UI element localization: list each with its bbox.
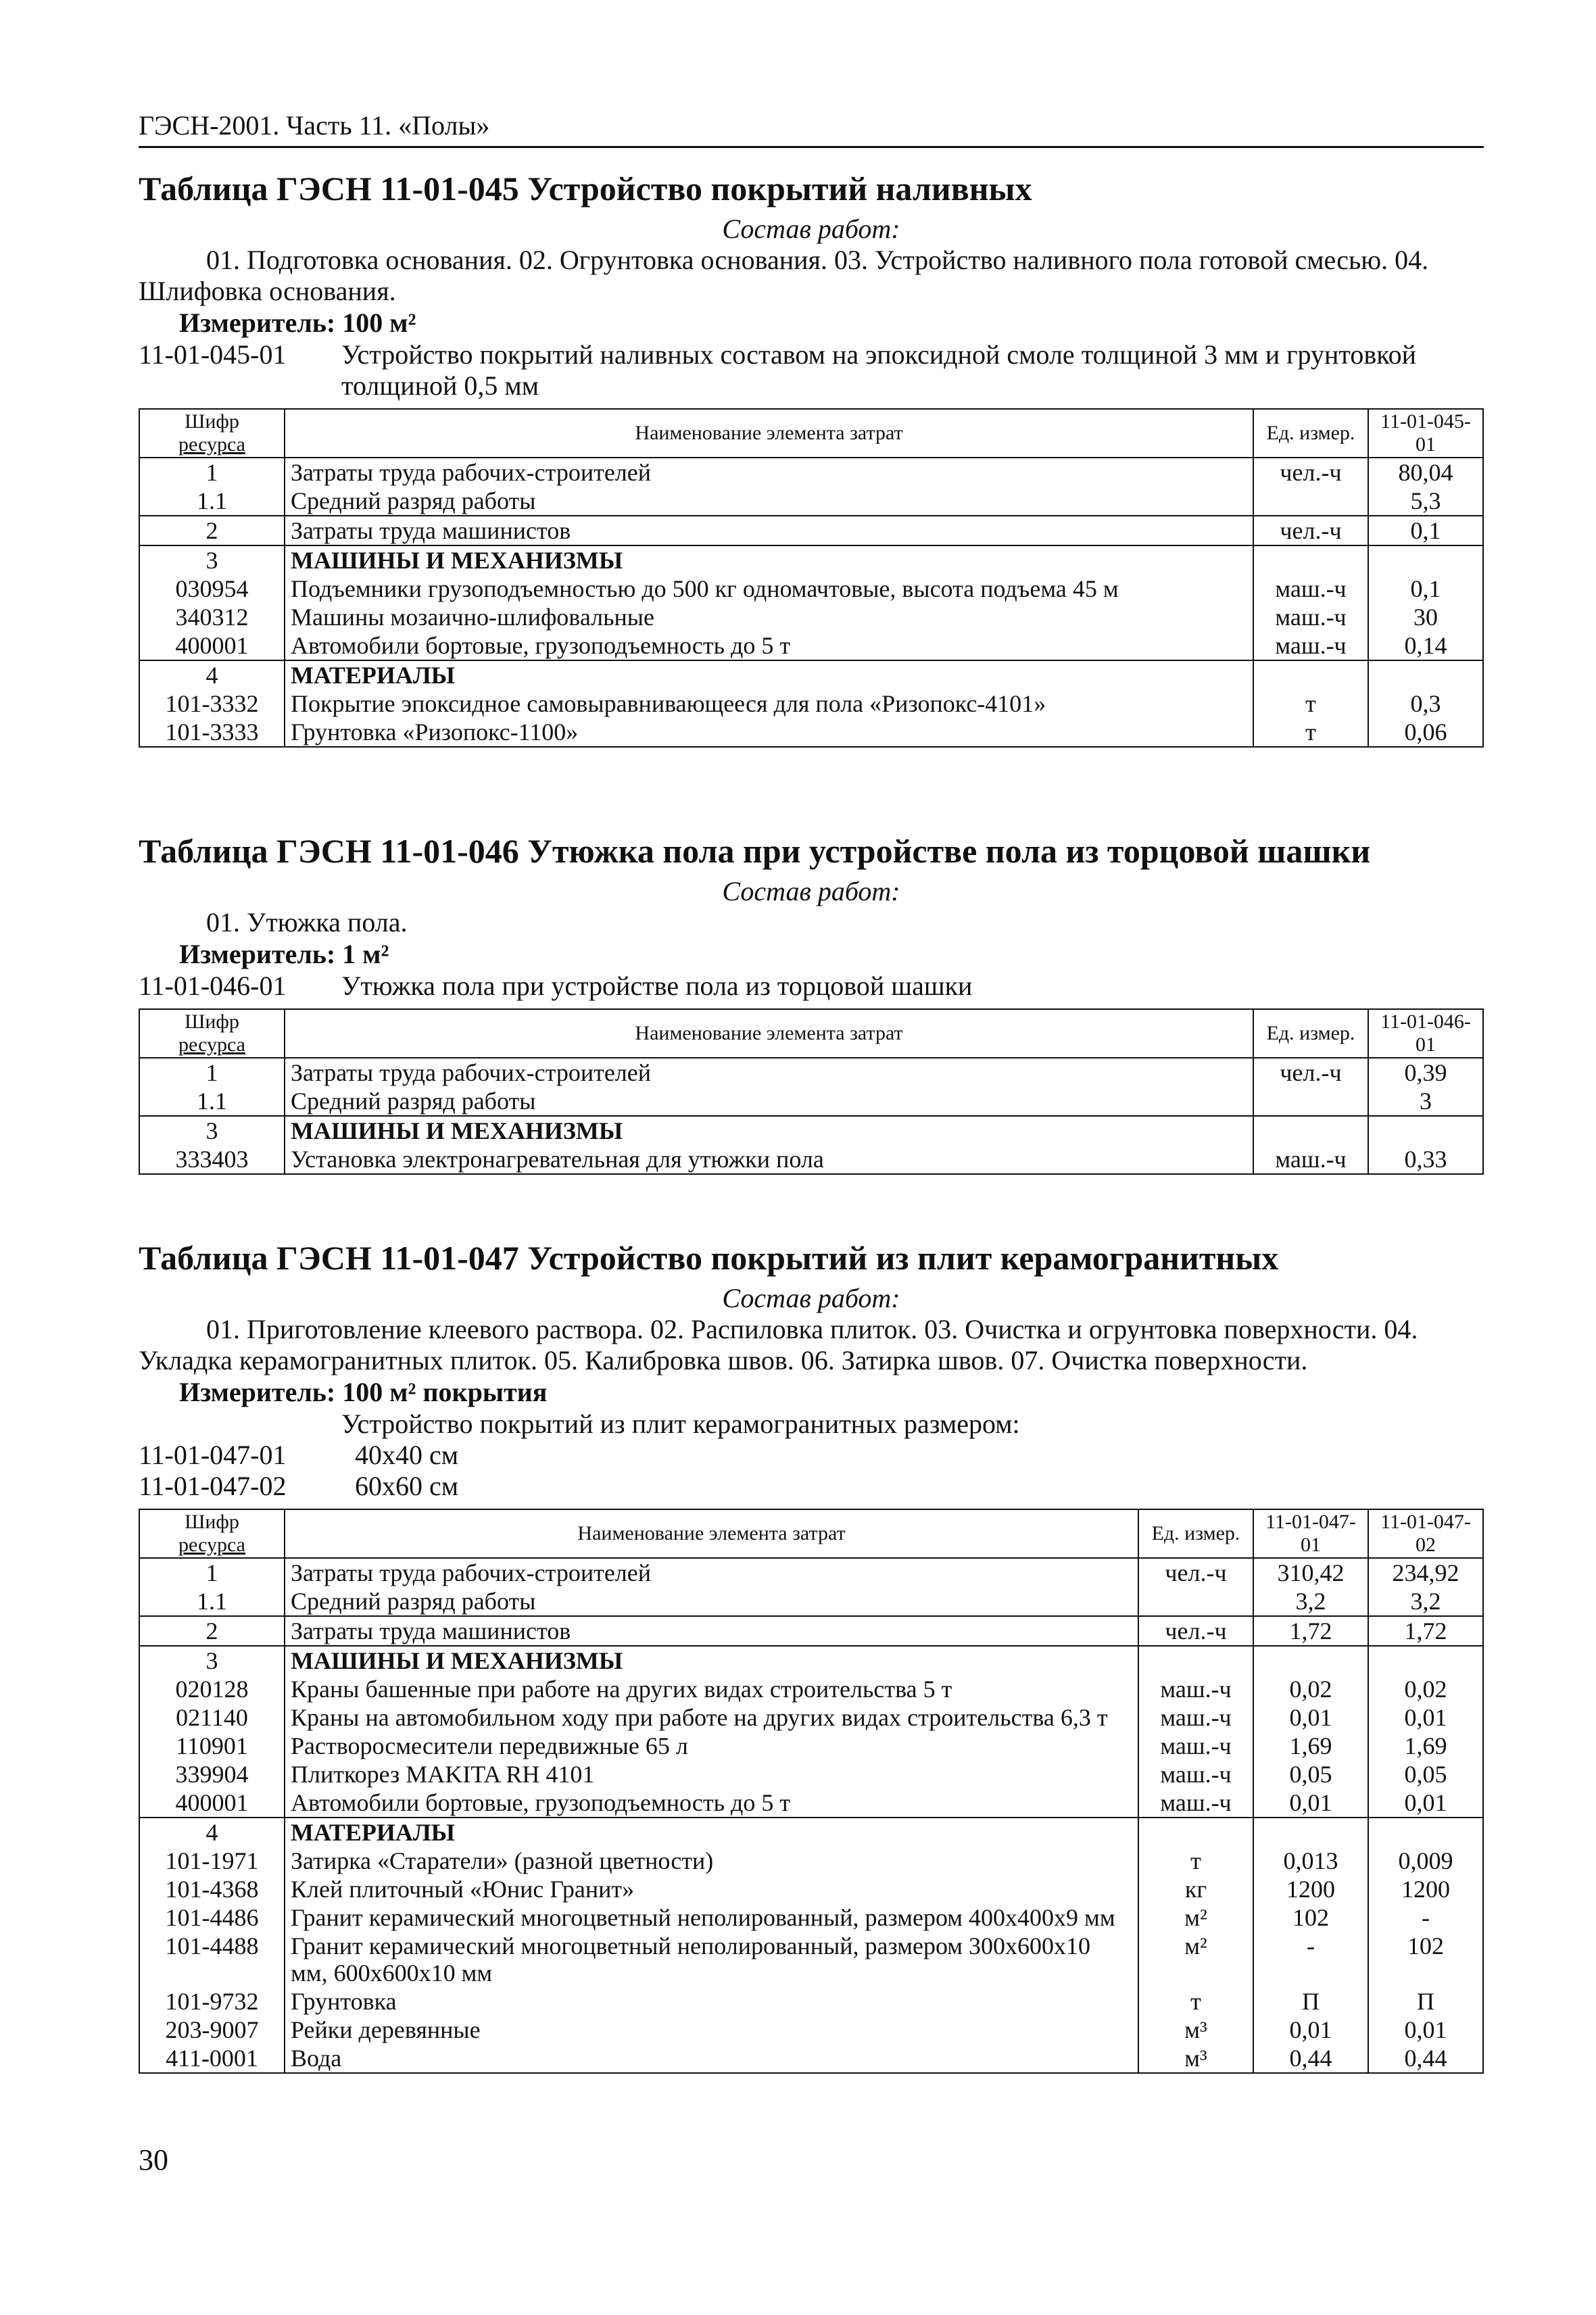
col-header-code-line2: ресурса	[178, 1033, 245, 1056]
row-name: Затраты труда рабочих-строителей	[285, 1058, 1253, 1087]
row-value: 0,01	[1368, 1788, 1483, 1818]
row-name: Подъемники грузоподъемностью до 500 кг одномачтовые, высота подъема 45 м	[285, 575, 1253, 603]
row-name: Автомобили бортовые, грузоподъемность до 5 т	[285, 1788, 1138, 1818]
row-value: 310,42	[1253, 1558, 1368, 1587]
row-value: -	[1253, 1932, 1368, 1987]
table-header-row	[139, 409, 1483, 458]
row-value: 102	[1253, 1903, 1368, 1932]
row-value: 0,05	[1253, 1760, 1368, 1788]
table-row	[139, 1616, 1483, 1646]
row-value	[1253, 1646, 1368, 1675]
col-header-unit: Ед. измер.	[1253, 1009, 1368, 1058]
row-value: 3,2	[1368, 1587, 1483, 1616]
table-group-row	[139, 1646, 1483, 1675]
row-value: 0,01	[1253, 1703, 1368, 1732]
row-unit	[1253, 1116, 1368, 1145]
row-name: Затраты труда рабочих-строителей	[285, 1558, 1138, 1587]
table-group-row	[139, 660, 1483, 689]
col-header-code-line1: Шифр	[185, 1511, 239, 1533]
row-name: Краны башенные при работе на других видах строительства 5 т	[285, 1675, 1138, 1703]
row-value: 0,3	[1368, 689, 1483, 718]
measure-unit: Измеритель: 1 м²	[179, 939, 389, 969]
row-code: 020128	[139, 1675, 285, 1703]
norm-text: Утюжка пола при устройстве пола из торцовой шашки	[341, 971, 973, 1001]
row-value	[1368, 545, 1483, 575]
row-code: 400001	[139, 631, 285, 660]
row-value: 0,01	[1253, 1788, 1368, 1818]
table-row	[139, 689, 1483, 718]
row-code: 3	[139, 545, 285, 575]
row-code: 1	[139, 1558, 285, 1587]
row-name: МАТЕРИАЛЫ	[285, 1818, 1138, 1847]
work-composition-text: 01. Приготовление клеевого раствора. 02. Распиловка плиток. 03. Очистка и огрунтовка поверхности. 04. Укладка керамогранитных плиток. 05. Калибровка швов. 06. Затирка швов. 07. Очистка поверхности.	[139, 1314, 1418, 1375]
row-code: 101-4368	[139, 1875, 285, 1903]
row-unit: т	[1138, 1847, 1253, 1875]
norm-text: 40x40 см	[355, 1440, 459, 1470]
row-value	[1368, 1116, 1483, 1145]
col-header-code-line2: ресурса	[178, 1534, 245, 1556]
col-header-unit: Ед. измер.	[1138, 1509, 1253, 1558]
row-value	[1253, 1818, 1368, 1847]
row-value: 0,33	[1368, 1145, 1483, 1174]
row-unit: маш.-ч	[1138, 1760, 1253, 1788]
table-header-row	[139, 1509, 1483, 1558]
row-value: 0,01	[1253, 2016, 1368, 2044]
table-row	[139, 1760, 1483, 1788]
row-unit: маш.-ч	[1138, 1703, 1253, 1732]
work-composition-heading: Состав работ:	[722, 876, 900, 906]
row-name: МАТЕРИАЛЫ	[285, 660, 1253, 689]
row-name: Вода	[285, 2044, 1138, 2073]
row-unit: маш.-ч	[1138, 1675, 1253, 1703]
work-composition-text: 01. Утюжка пола.	[206, 907, 408, 937]
table-row	[139, 1788, 1483, 1818]
norm-code: 11-01-045-01	[139, 339, 287, 370]
row-value: 1200	[1368, 1875, 1483, 1903]
row-code: 110901	[139, 1732, 285, 1760]
table-row	[139, 1587, 1483, 1616]
col-header-code	[139, 1009, 285, 1058]
row-name: Покрытие эпоксидное самовыравнивающееся для пола «Ризопокс-4101»	[285, 689, 1253, 718]
row-value: 0,39	[1368, 1058, 1483, 1087]
row-name: Плиткорез MAKITA RH 4101	[285, 1760, 1138, 1788]
row-code: 339904	[139, 1760, 285, 1788]
row-unit: маш.-ч	[1253, 603, 1368, 631]
table-row	[139, 1058, 1483, 1087]
table-row	[139, 631, 1483, 660]
row-code: 4	[139, 660, 285, 689]
row-name: Гранит керамический многоцветный неполированный, размером 400x400x9 мм	[285, 1903, 1138, 1932]
row-name: Машины мозаично-шлифовальные	[285, 603, 1253, 631]
row-name: Затраты труда машинистов	[285, 516, 1253, 545]
table-group-row	[139, 1116, 1483, 1145]
table-row	[139, 2016, 1483, 2044]
row-unit	[1253, 660, 1368, 689]
row-value: 0,02	[1368, 1675, 1483, 1703]
row-value	[1368, 1818, 1483, 1847]
row-code: 1	[139, 458, 285, 487]
running-header: ГЭСН-2001. Часть 11. «Полы»	[139, 108, 1484, 148]
row-value	[1368, 1646, 1483, 1675]
table-group-row	[139, 1818, 1483, 1847]
table-row	[139, 575, 1483, 603]
table-row	[139, 1987, 1483, 2016]
row-unit	[1138, 1646, 1253, 1675]
section-11-01-045	[139, 168, 1484, 748]
row-code: 101-9732	[139, 1987, 285, 2016]
norm-code: 11-01-047-02	[139, 1471, 287, 1501]
row-code: 340312	[139, 603, 285, 631]
row-code: 203-9007	[139, 2016, 285, 2044]
row-value: 0,44	[1253, 2044, 1368, 2073]
col-header-name: Наименование элемента затрат	[285, 409, 1253, 458]
row-unit	[1253, 1087, 1368, 1116]
row-code: 101-3333	[139, 718, 285, 747]
row-unit: чел.-ч	[1138, 1558, 1253, 1587]
row-code: 2	[139, 1616, 285, 1646]
row-unit	[1138, 1818, 1253, 1847]
row-value: 3	[1368, 1087, 1483, 1116]
resource-table	[139, 1008, 1484, 1175]
row-code: 1.1	[139, 1087, 285, 1116]
row-value: 1,69	[1253, 1732, 1368, 1760]
row-value	[1368, 660, 1483, 689]
table-row	[139, 516, 1483, 545]
row-code: 3	[139, 1116, 285, 1145]
table-row	[139, 1675, 1483, 1703]
row-name: Установка электронагревательная для утюжки пола	[285, 1145, 1253, 1174]
norm-code: 11-01-046-01	[139, 971, 287, 1001]
row-value: 0,1	[1368, 516, 1483, 545]
norm-text: 60x60 см	[355, 1471, 459, 1501]
table-row	[139, 1558, 1483, 1587]
row-name: Рейки деревянные	[285, 2016, 1138, 2044]
table-row	[139, 1732, 1483, 1760]
norm-description	[139, 971, 1484, 1002]
row-value: 0,009	[1368, 1847, 1483, 1875]
row-unit: маш.-ч	[1253, 1145, 1368, 1174]
page-number: 30	[139, 2143, 168, 2176]
row-name: Средний разряд работы	[285, 1587, 1138, 1616]
table-row	[139, 1875, 1483, 1903]
table-header-row	[139, 1009, 1483, 1058]
row-name: МАШИНЫ И МЕХАНИЗМЫ	[285, 1116, 1253, 1145]
row-code: 411-0001	[139, 2044, 285, 2073]
col-header-name: Наименование элемента затрат	[285, 1509, 1138, 1558]
row-value: 0,02	[1253, 1675, 1368, 1703]
norm-variant	[139, 1471, 1484, 1502]
row-code: 030954	[139, 575, 285, 603]
row-value: 1,72	[1368, 1616, 1483, 1646]
row-value: 234,92	[1368, 1558, 1483, 1587]
table-row	[139, 2044, 1483, 2073]
work-composition-text: 01. Подготовка основания. 02. Огрунтовка основания. 03. Устройство наливного пола готовой смесью. 04. Шлифовка основания.	[139, 245, 1429, 306]
table-row	[139, 1932, 1483, 1987]
row-value: -	[1368, 1903, 1483, 1932]
row-unit: м³	[1138, 2016, 1253, 2044]
row-code: 1.1	[139, 487, 285, 516]
work-composition-heading: Состав работ:	[722, 214, 900, 244]
col-header-code-line2: ресурса	[178, 433, 245, 456]
row-value: 1,69	[1368, 1732, 1483, 1760]
table-title: Таблица ГЭСН 11-01-046 Утюжка пола при устройстве пола из торцовой шашки	[139, 832, 1371, 870]
row-value: 0,01	[1368, 2016, 1483, 2044]
row-code: 3	[139, 1646, 285, 1675]
table-row	[139, 1145, 1483, 1174]
row-unit: маш.-ч	[1253, 575, 1368, 603]
row-code: 101-4488	[139, 1932, 285, 1987]
table-row	[139, 603, 1483, 631]
row-unit: чел.-ч	[1253, 458, 1368, 487]
row-unit: кг	[1138, 1875, 1253, 1903]
col-header-norm: 11-01-045-01	[1368, 409, 1483, 458]
row-value: П	[1253, 1987, 1368, 2016]
table-row	[139, 718, 1483, 747]
row-code: 021140	[139, 1703, 285, 1732]
row-unit: т	[1138, 1987, 1253, 2016]
row-value: 30	[1368, 603, 1483, 631]
row-name: Грунтовка	[285, 1987, 1138, 2016]
row-unit: чел.-ч	[1138, 1616, 1253, 1646]
row-value: 102	[1368, 1932, 1483, 1987]
section-11-01-046	[139, 830, 1484, 1175]
row-value: 0,44	[1368, 2044, 1483, 2073]
row-unit	[1138, 1587, 1253, 1616]
col-header-code	[139, 1509, 285, 1558]
norm-description	[139, 339, 1484, 401]
table-group-row	[139, 545, 1483, 575]
norm-text: Устройство покрытий наливных составом на эпоксидной смоле толщиной 3 мм и грунтовкой толщиной 0,5 мм	[341, 339, 1417, 401]
row-unit: маш.-ч	[1253, 631, 1368, 660]
row-unit: маш.-ч	[1138, 1788, 1253, 1818]
col-header-norm: 11-01-046-01	[1368, 1009, 1483, 1058]
row-unit: м²	[1138, 1932, 1253, 1987]
row-value: 0,14	[1368, 631, 1483, 660]
table-row	[139, 487, 1483, 516]
row-code: 400001	[139, 1788, 285, 1818]
table-title: Таблица ГЭСН 11-01-047 Устройство покрытий из плит керамогранитных	[139, 1239, 1279, 1277]
row-value: 0,06	[1368, 718, 1483, 747]
row-name: Растворосмесители передвижные 65 л	[285, 1732, 1138, 1760]
row-unit: маш.-ч	[1138, 1732, 1253, 1760]
row-value: 0,013	[1253, 1847, 1368, 1875]
row-unit: м³	[1138, 2044, 1253, 2073]
row-unit: т	[1253, 689, 1368, 718]
row-name: Гранит керамический многоцветный неполированный, размером 300x600x10 мм, 600x600x10 мм	[285, 1932, 1138, 1987]
row-value: 80,04	[1368, 458, 1483, 487]
row-code: 333403	[139, 1145, 285, 1174]
col-header-norm: 11-01-047-02	[1368, 1509, 1483, 1558]
row-code: 1.1	[139, 1587, 285, 1616]
row-code: 2	[139, 516, 285, 545]
row-name: МАШИНЫ И МЕХАНИЗМЫ	[285, 545, 1253, 575]
row-name: МАШИНЫ И МЕХАНИЗМЫ	[285, 1646, 1138, 1675]
resource-table	[139, 1509, 1484, 2074]
row-value: 5,3	[1368, 487, 1483, 516]
table-row	[139, 1903, 1483, 1932]
row-name: Грунтовка «Ризопокс-1100»	[285, 718, 1253, 747]
row-name: Затраты труда рабочих-строителей	[285, 458, 1253, 487]
row-value: 0,05	[1368, 1760, 1483, 1788]
measure-unit: Измеритель: 100 м²	[179, 308, 416, 338]
row-value: 3,2	[1253, 1587, 1368, 1616]
work-composition-heading: Состав работ:	[722, 1283, 900, 1313]
row-code: 101-3332	[139, 689, 285, 718]
row-name: Затраты труда машинистов	[285, 1616, 1138, 1646]
norm-code: 11-01-047-01	[139, 1440, 287, 1470]
col-header-code	[139, 409, 285, 458]
col-header-norm: 11-01-047-01	[1253, 1509, 1368, 1558]
col-header-code-line1: Шифр	[185, 1010, 239, 1033]
measure-unit: Измеритель: 100 м² покрытия	[179, 1377, 548, 1407]
norm-variant	[139, 1440, 1484, 1471]
row-value: П	[1368, 1987, 1483, 2016]
row-name: Средний разряд работы	[285, 487, 1253, 516]
row-unit	[1253, 545, 1368, 575]
row-unit: чел.-ч	[1253, 1058, 1368, 1087]
table-row	[139, 458, 1483, 487]
row-name: Средний разряд работы	[285, 1087, 1253, 1116]
norm-intro: Устройство покрытий из плит керамогранитных размером:	[341, 1409, 1020, 1439]
row-name: Краны на автомобильном ходу при работе на других видах строительства 6,3 т	[285, 1703, 1138, 1732]
row-value: 0,01	[1368, 1703, 1483, 1732]
row-code: 101-1971	[139, 1847, 285, 1875]
row-unit: т	[1253, 718, 1368, 747]
table-row	[139, 1847, 1483, 1875]
section-11-01-047	[139, 1237, 1484, 2074]
row-unit	[1253, 487, 1368, 516]
row-value: 0,1	[1368, 575, 1483, 603]
table-row	[139, 1087, 1483, 1116]
row-code: 4	[139, 1818, 285, 1847]
table-title: Таблица ГЭСН 11-01-045 Устройство покрытий наливных	[139, 170, 1032, 208]
col-header-name: Наименование элемента затрат	[285, 1009, 1253, 1058]
row-name: Автомобили бортовые, грузоподъемность до 5 т	[285, 631, 1253, 660]
col-header-code-line1: Шифр	[185, 410, 239, 433]
resource-table	[139, 408, 1484, 748]
row-code: 101-4486	[139, 1903, 285, 1932]
row-name: Клей плиточный «Юнис Гранит»	[285, 1875, 1138, 1903]
row-value: 1,72	[1253, 1616, 1368, 1646]
row-unit: м²	[1138, 1903, 1253, 1932]
row-unit: чел.-ч	[1253, 516, 1368, 545]
table-row	[139, 1703, 1483, 1732]
row-code: 1	[139, 1058, 285, 1087]
row-name: Затирка «Старатели» (разной цветности)	[285, 1847, 1138, 1875]
row-value: 1200	[1253, 1875, 1368, 1903]
col-header-unit: Ед. измер.	[1253, 409, 1368, 458]
